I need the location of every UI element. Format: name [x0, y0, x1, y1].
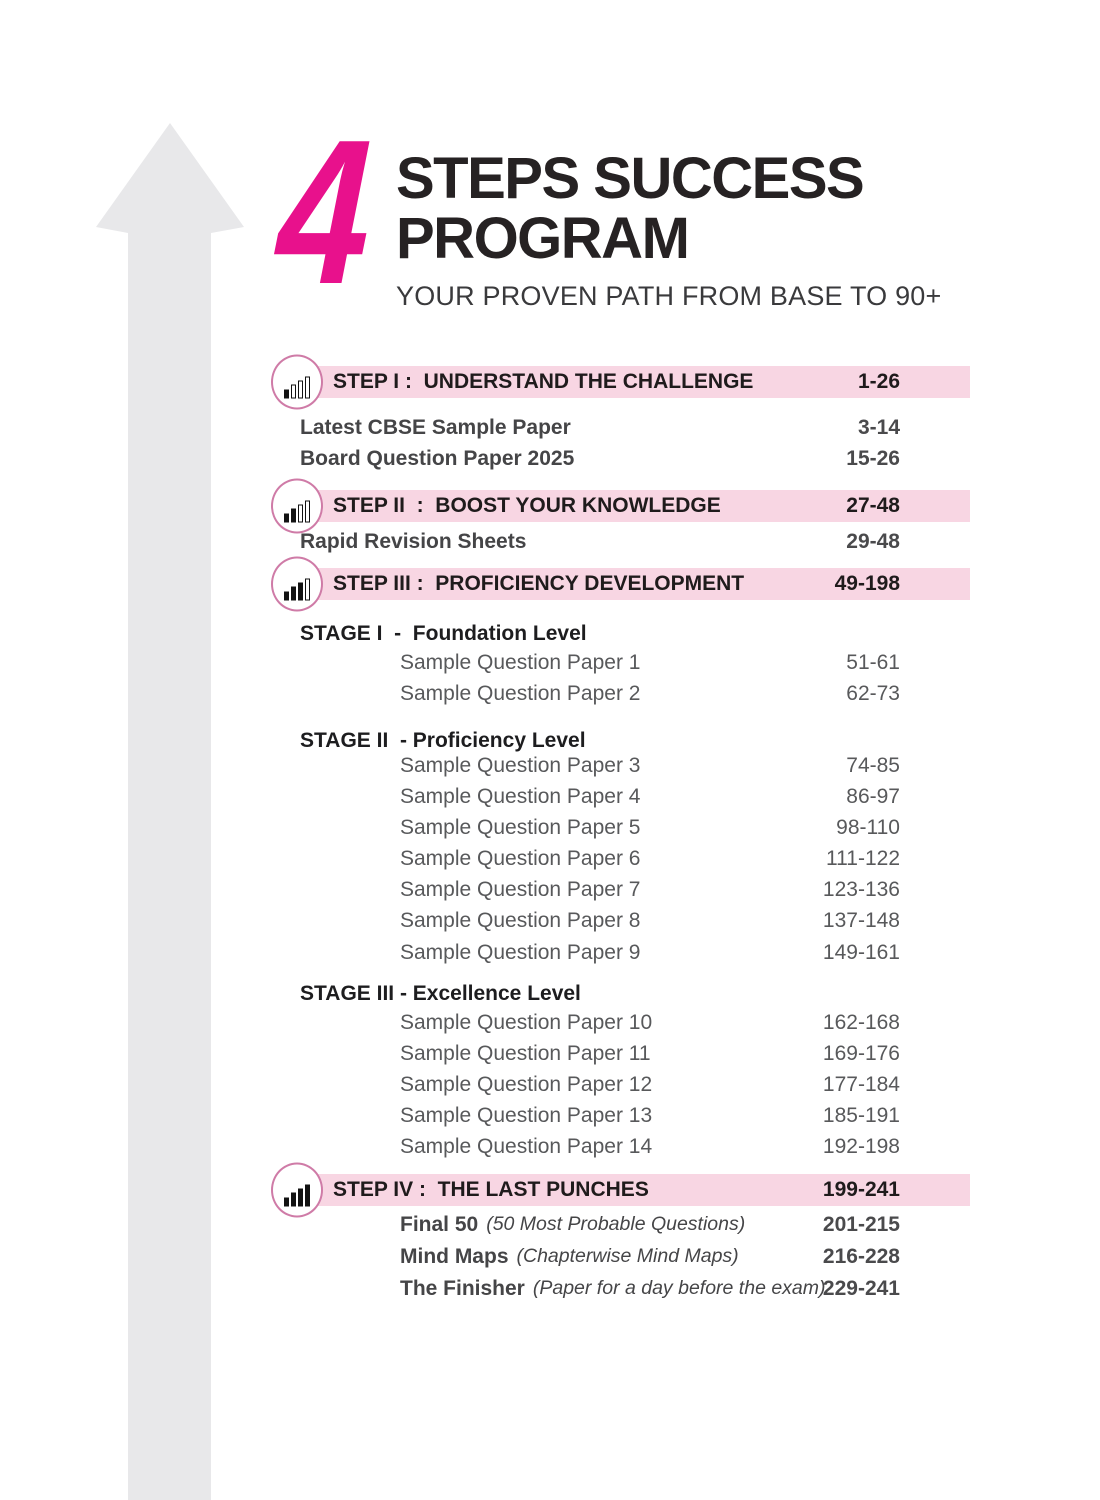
toc-entry-row [265, 874, 970, 905]
step-page-range: 199-241 [822, 1178, 900, 1201]
toc-entry-title: Sample Question Paper 13 [400, 1103, 653, 1127]
toc-entry-row [265, 905, 970, 936]
toc-entry-title-wrap [400, 905, 640, 936]
toc-entry-page-range: 162-168 [822, 1010, 900, 1034]
bar-segment [284, 1198, 289, 1207]
program-title-line2: PROGRAM [396, 206, 689, 271]
toc-entry-row [265, 937, 970, 968]
toc-entry-title-wrap [400, 812, 640, 843]
toc-entry-page-range: 74-85 [846, 753, 900, 777]
toc-entry-page-range: 169-176 [822, 1041, 900, 1065]
toc-entry-title-wrap [400, 1131, 652, 1162]
toc-entry-title: Mind Maps [400, 1244, 509, 1268]
toc-entry-title-wrap [400, 1273, 826, 1304]
toc-entry-title-wrap [400, 874, 640, 905]
toc-entry-page-range: 98-110 [836, 815, 900, 839]
toc-entry-title: Sample Question Paper 5 [400, 815, 641, 839]
step-header-label: STEP I : UNDERSTAND THE CHALLENGE [333, 370, 754, 393]
step-header-bar [310, 568, 970, 600]
toc-entry-page-range: 137-148 [822, 908, 900, 932]
bar-segment [284, 390, 289, 399]
bar-segment [305, 1185, 310, 1207]
step-header-row [265, 490, 970, 522]
step-header-bar [310, 1174, 970, 1206]
program-title-line1: STEPS SUCCESS [396, 146, 864, 211]
toc-entry-page-range: 229-241 [822, 1276, 900, 1300]
step-header-bar [310, 366, 970, 398]
toc-entry-page-range: 62-73 [846, 681, 900, 705]
program-subtitle: YOUR PROVEN PATH FROM BASE TO 90+ [396, 281, 942, 311]
toc-entry-title-wrap [300, 412, 571, 443]
toc-entry-row [265, 1038, 970, 1069]
step-header-label: STEP IV : THE LAST PUNCHES [333, 1178, 649, 1201]
signal-bars-level-1-icon [271, 355, 323, 410]
toc-entry-page-range: 29-48 [846, 529, 900, 553]
bar-segment [291, 509, 296, 523]
toc-entry-title-wrap [400, 750, 640, 781]
stage-heading-label: STAGE III - Excellence Level [300, 981, 581, 1005]
toc-entry-row [265, 678, 970, 709]
toc-entry-title-wrap [400, 678, 640, 709]
toc-entry-title-wrap [400, 1007, 652, 1038]
stage-heading-row [265, 618, 970, 649]
toc-entry-page-range: 3-14 [857, 415, 900, 439]
bar-segment [305, 501, 310, 523]
toc-entry-row [265, 412, 970, 443]
toc-entry-title: Board Question Paper 2025 [300, 446, 575, 470]
toc-entry-note: (Chapterwise Mind Maps) [516, 1245, 739, 1267]
toc-entry-row [265, 1100, 970, 1131]
toc-entry-title-wrap [400, 1069, 652, 1100]
toc-entry-row [265, 1209, 970, 1240]
step-page-range: 49-198 [834, 572, 900, 595]
step-header-label: STEP III : PROFICIENCY DEVELOPMENT [333, 572, 745, 595]
toc-entry-title: Rapid Revision Sheets [300, 529, 527, 553]
stage-heading-label: STAGE I - Foundation Level [300, 621, 587, 645]
step-header-row [265, 568, 970, 600]
toc-entry-row [265, 1241, 970, 1272]
toc-entry-row [265, 812, 970, 843]
bar-segment [298, 381, 303, 399]
toc-entry-title-wrap [400, 1241, 739, 1272]
toc-entry-row [265, 843, 970, 874]
toc-entry-row [265, 750, 970, 781]
step-header-bar [310, 490, 970, 522]
toc-entry-title: Sample Question Paper 14 [400, 1134, 653, 1158]
toc-entry-row [265, 1007, 970, 1038]
toc-entry-title: Sample Question Paper 4 [400, 784, 641, 808]
toc-entry-row [265, 647, 970, 678]
toc-entry-page-range: 86-97 [846, 784, 900, 808]
toc-entry-title: Sample Question Paper 6 [400, 846, 641, 870]
toc-entry-page-range: 111-122 [826, 846, 900, 870]
toc-entry-page-range: 123-136 [822, 877, 900, 901]
bar-segment [284, 514, 289, 523]
signal-bars-level-3-icon [271, 557, 323, 612]
stage-heading-row [265, 978, 970, 1009]
toc-entry-row [265, 1069, 970, 1100]
toc-entry-title: Sample Question Paper 12 [400, 1072, 653, 1096]
toc-entry-title: The Finisher [400, 1276, 525, 1300]
toc-entry-page-range: 51-61 [846, 650, 900, 674]
toc-entry-row [265, 1131, 970, 1162]
bar-segment [291, 1193, 296, 1207]
toc-entry-note: (50 Most Probable Questions) [486, 1213, 746, 1235]
bar-segment [298, 1189, 303, 1207]
step-page-range: 27-48 [846, 494, 900, 517]
toc-entry-title-wrap [400, 1038, 651, 1069]
toc-entry-title-wrap [300, 443, 574, 474]
step-header-row [265, 1174, 970, 1206]
up-arrow-graphic [96, 123, 244, 1500]
step-header-row [265, 366, 970, 398]
toc-entry-page-range: 15-26 [846, 446, 900, 470]
toc-entry-row [265, 443, 970, 474]
toc-entry-title-wrap [400, 781, 640, 812]
bar-segment [298, 505, 303, 523]
toc-entry-title: Sample Question Paper 8 [400, 908, 641, 932]
toc-entry-page-range: 185-191 [822, 1103, 900, 1127]
big-number-4: 4 [273, 97, 375, 327]
toc-entry-title: Sample Question Paper 2 [400, 681, 641, 705]
bar-segment [305, 579, 310, 601]
toc-entry-row [265, 781, 970, 812]
toc-entry-title-wrap [400, 1100, 652, 1131]
toc-entry-title-wrap [400, 937, 640, 968]
toc-entry-title: Final 50 [400, 1212, 479, 1236]
toc-entry-title-wrap [300, 526, 526, 557]
toc-entry-page-range: 192-198 [822, 1134, 900, 1158]
bar-segment [284, 592, 289, 601]
stage-heading-label: STAGE II - Proficiency Level [300, 728, 586, 752]
toc-entry-title: Latest CBSE Sample Paper [300, 415, 571, 439]
toc-entry-page-range: 177-184 [822, 1072, 900, 1096]
bar-segment [298, 583, 303, 601]
bar-segment [291, 587, 296, 601]
step-header-label: STEP II : BOOST YOUR KNOWLEDGE [333, 494, 721, 517]
toc-entry-title-wrap [400, 843, 640, 874]
toc-entry-title: Sample Question Paper 1 [400, 650, 641, 674]
toc-entry-title-wrap [400, 647, 640, 678]
toc-entry-title: Sample Question Paper 10 [400, 1010, 653, 1034]
toc-entry-page-range: 216-228 [822, 1244, 900, 1268]
toc-entry-row [265, 1273, 970, 1304]
toc-entry-page-range: 201-215 [822, 1212, 900, 1236]
program-title-block [396, 146, 942, 312]
toc-entry-title: Sample Question Paper 11 [400, 1041, 651, 1065]
toc-entry-note: (Paper for a day before the exam) [532, 1277, 826, 1299]
toc-entry-title: Sample Question Paper 9 [400, 940, 641, 964]
toc-entry-title: Sample Question Paper 7 [400, 877, 641, 901]
toc-entry-title-wrap [400, 1209, 745, 1240]
step-page-range: 1-26 [857, 370, 900, 393]
bar-segment [305, 377, 310, 399]
toc-entry-page-range: 149-161 [822, 940, 900, 964]
toc-entry-row [265, 526, 970, 557]
toc-entry-title: Sample Question Paper 3 [400, 753, 641, 777]
bar-segment [291, 385, 296, 399]
